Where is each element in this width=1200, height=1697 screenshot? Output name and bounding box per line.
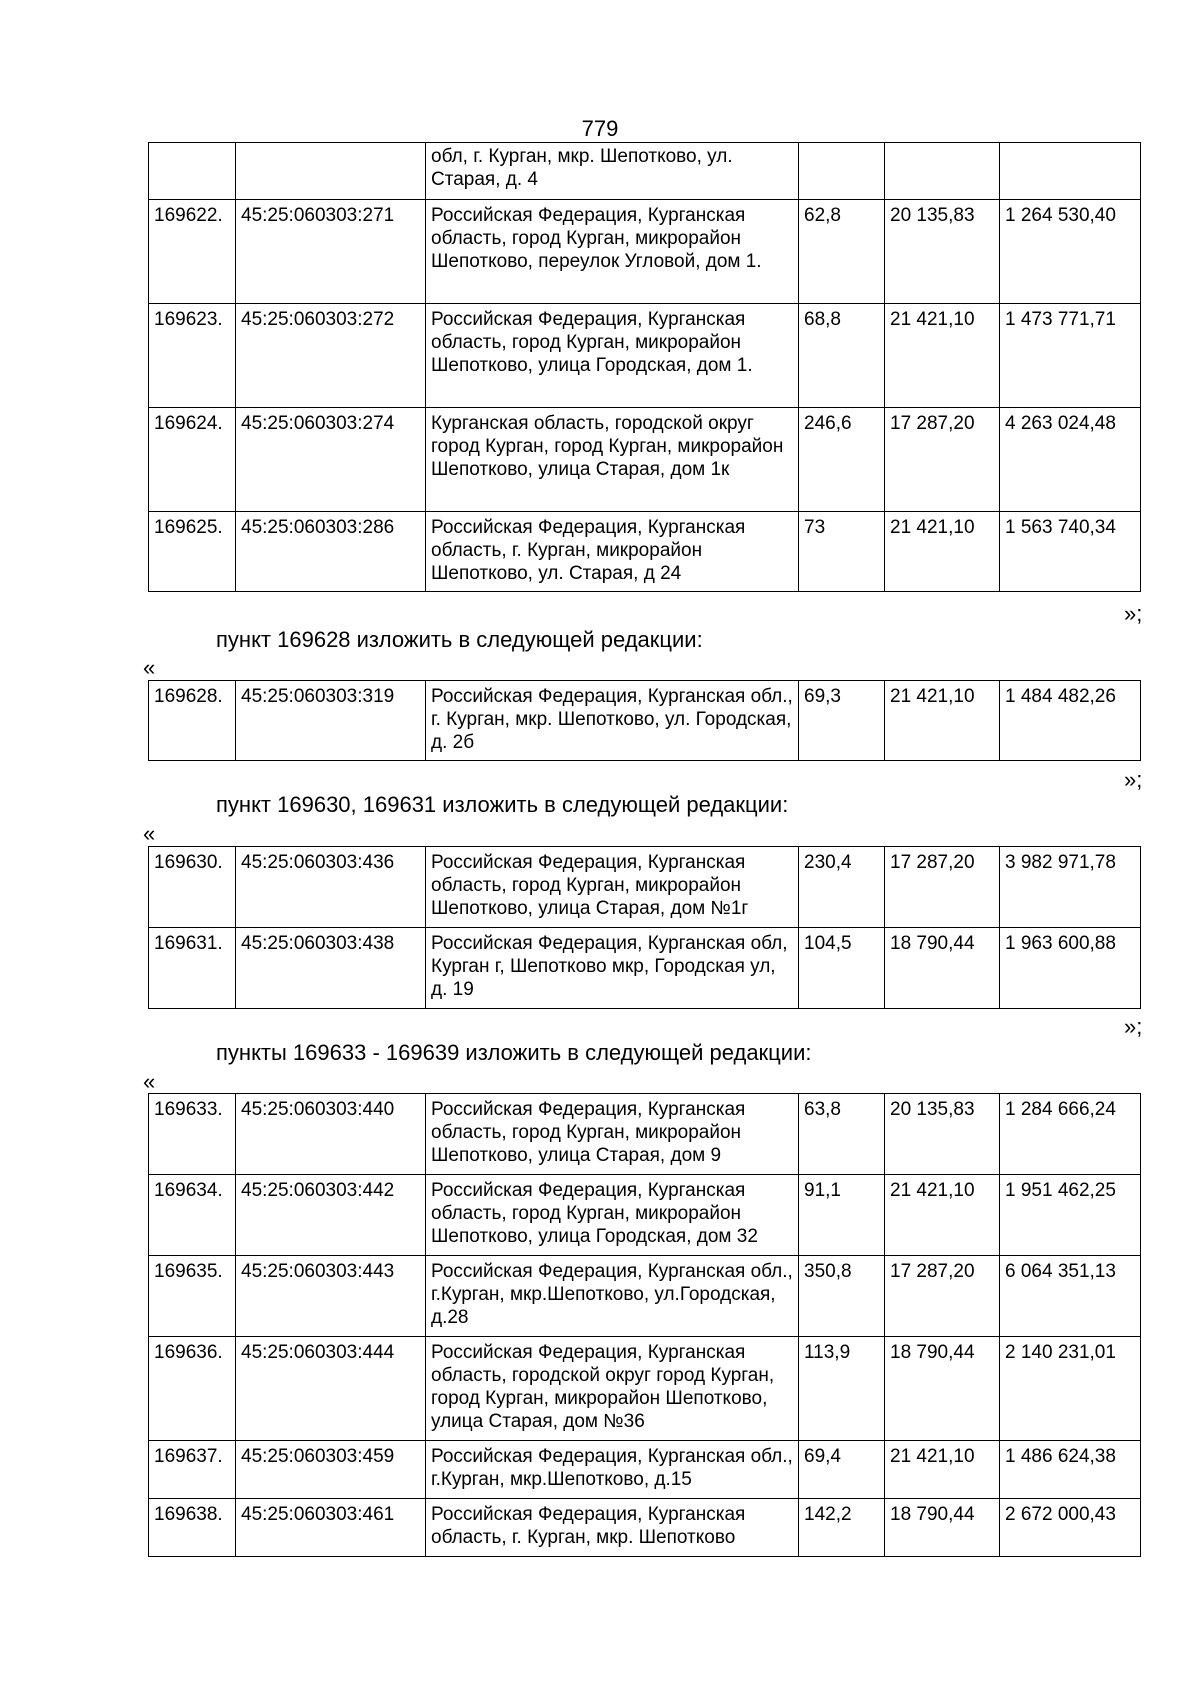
address-cell: Российская Федерация, Курганская область, город Курган, микрорайон Шепотково, улица Старая, дом 9 (426, 1094, 799, 1175)
item-number-cell: 169636. (149, 1337, 236, 1441)
total-value-cell (1000, 143, 1141, 200)
table-row (149, 1499, 1141, 1557)
rate-cell (885, 143, 1000, 200)
item-number-cell: 169628. (149, 681, 236, 761)
total-value-cell: 1 963 600,88 (1000, 928, 1141, 1009)
item-number-cell: 169622. (149, 200, 236, 304)
rate-cell: 21 421,10 (885, 681, 1000, 761)
table-row (149, 200, 1141, 304)
total-value-cell: 2 140 231,01 (1000, 1337, 1141, 1441)
cadastral-number-cell: 45:25:060303:443 (236, 1256, 426, 1337)
table-row (149, 512, 1141, 592)
closing-quote: »; (1124, 1014, 1143, 1039)
cadastral-number-cell: 45:25:060303:461 (236, 1499, 426, 1557)
address-cell: обл, г. Курган, мкр. Шепотково, ул. Старая, д. 4 (426, 143, 799, 200)
table-row (149, 1175, 1141, 1256)
closing-quote: »; (1124, 767, 1143, 792)
rate-cell: 17 287,20 (885, 847, 1000, 928)
area-cell: 142,2 (799, 1499, 885, 1557)
property-table-3 (148, 846, 1141, 1009)
cadastral-number-cell: 45:25:060303:272 (236, 304, 426, 408)
rate-cell: 17 287,20 (885, 408, 1000, 512)
rate-cell: 20 135,83 (885, 1094, 1000, 1175)
rate-cell: 21 421,10 (885, 1441, 1000, 1499)
address-cell: Российская Федерация, Курганская область, город Курган, микрорайон Шепотково, переулок Угловой, дом 1. (426, 200, 799, 304)
total-value-cell: 4 263 024,48 (1000, 408, 1141, 512)
total-value-cell: 3 982 971,78 (1000, 847, 1141, 928)
page-number: 779 (581, 116, 619, 141)
area-cell: 230,4 (799, 847, 885, 928)
instruction-text: пункты 169633 - 169639 изложить в следующей редакции: (216, 1040, 812, 1065)
area-cell: 69,3 (799, 681, 885, 761)
address-cell: Российская Федерация, Курганская область, город Курган, микрорайон Шепотково, улица Старая, дом №1г (426, 847, 799, 928)
item-number-cell: 169638. (149, 1499, 236, 1557)
cadastral-number-cell: 45:25:060303:436 (236, 847, 426, 928)
area-cell: 68,8 (799, 304, 885, 408)
cadastral-number-cell: 45:25:060303:444 (236, 1337, 426, 1441)
table-row (149, 1094, 1141, 1175)
property-table-1 (148, 142, 1141, 592)
cadastral-number-cell: 45:25:060303:271 (236, 200, 426, 304)
table-row (149, 681, 1141, 761)
address-cell: Российская Федерация, Курганская область, город Курган, микрорайон Шепотково, улица Городская, дом 1. (426, 304, 799, 408)
cadastral-number-cell: 45:25:060303:438 (236, 928, 426, 1009)
instruction-text: пункт 169630, 169631 изложить в следующей редакции: (216, 792, 789, 817)
item-number-cell: 169625. (149, 512, 236, 592)
rate-cell: 21 421,10 (885, 512, 1000, 592)
rate-cell: 18 790,44 (885, 928, 1000, 1009)
item-number-cell: 169630. (149, 847, 236, 928)
item-number-cell: 169633. (149, 1094, 236, 1175)
address-cell: Российская Федерация, Курганская область, город Курган, микрорайон Шепотково, улица Городская, дом 32 (426, 1175, 799, 1256)
rate-cell: 21 421,10 (885, 1175, 1000, 1256)
address-cell: Российская Федерация, Курганская область, городской округ город Курган, город Курган, микрорайон Шепотково, улица Старая, дом №36 (426, 1337, 799, 1441)
cadastral-number-cell: 45:25:060303:459 (236, 1441, 426, 1499)
rate-cell: 21 421,10 (885, 304, 1000, 408)
area-cell: 113,9 (799, 1337, 885, 1441)
total-value-cell: 1 264 530,40 (1000, 200, 1141, 304)
item-number-cell: 169635. (149, 1256, 236, 1337)
instruction-text: пункт 169628 изложить в следующей редакции: (216, 627, 703, 652)
area-cell (799, 143, 885, 200)
address-cell: Российская Федерация, Курганская обл., г. Курган, мкр. Шепотково, ул. Городская, д. 2б (426, 681, 799, 761)
total-value-cell: 1 484 482,26 (1000, 681, 1141, 761)
rate-cell: 18 790,44 (885, 1499, 1000, 1557)
total-value-cell: 1 486 624,38 (1000, 1441, 1141, 1499)
area-cell: 350,8 (799, 1256, 885, 1337)
item-number-cell: 169623. (149, 304, 236, 408)
area-cell: 91,1 (799, 1175, 885, 1256)
table-row (149, 847, 1141, 928)
table-row (149, 408, 1141, 512)
address-cell: Российская Федерация, Курганская обл., г.Курган, мкр.Шепотково, д.15 (426, 1441, 799, 1499)
area-cell: 63,8 (799, 1094, 885, 1175)
item-number-cell: 169634. (149, 1175, 236, 1256)
total-value-cell: 1 951 462,25 (1000, 1175, 1141, 1256)
total-value-cell: 2 672 000,43 (1000, 1499, 1141, 1557)
cadastral-number-cell (236, 143, 426, 200)
rate-cell: 17 287,20 (885, 1256, 1000, 1337)
cadastral-number-cell: 45:25:060303:440 (236, 1094, 426, 1175)
cadastral-number-cell: 45:25:060303:442 (236, 1175, 426, 1256)
cadastral-number-cell: 45:25:060303:274 (236, 408, 426, 512)
item-number-cell: 169637. (149, 1441, 236, 1499)
address-cell: Российская Федерация, Курганская обл., г.Курган, мкр.Шепотково, ул.Городская, д.28 (426, 1256, 799, 1337)
opening-quote: « (143, 655, 156, 680)
cadastral-number-cell: 45:25:060303:319 (236, 681, 426, 761)
cadastral-number-cell: 45:25:060303:286 (236, 512, 426, 592)
table-row (149, 1337, 1141, 1441)
property-table-4 (148, 1093, 1141, 1557)
table-row (149, 304, 1141, 408)
item-number-cell: 169624. (149, 408, 236, 512)
total-value-cell: 1 563 740,34 (1000, 512, 1141, 592)
rate-cell: 18 790,44 (885, 1337, 1000, 1441)
total-value-cell: 1 473 771,71 (1000, 304, 1141, 408)
address-cell: Курганская область, городской округ город Курган, город Курган, микрорайон Шепотково, улица Старая, дом 1к (426, 408, 799, 512)
property-table-2 (148, 680, 1141, 761)
table-row (149, 928, 1141, 1009)
area-cell: 69,4 (799, 1441, 885, 1499)
table-row (149, 1256, 1141, 1337)
area-cell: 62,8 (799, 200, 885, 304)
opening-quote: « (143, 821, 156, 846)
table-row (149, 1441, 1141, 1499)
closing-quote: »; (1124, 601, 1143, 626)
opening-quote: « (143, 1069, 156, 1094)
rate-cell: 20 135,83 (885, 200, 1000, 304)
area-cell: 104,5 (799, 928, 885, 1009)
area-cell: 246,6 (799, 408, 885, 512)
address-cell: Российская Федерация, Курганская обл, Курган г, Шепотково мкр, Городская ул, д. 19 (426, 928, 799, 1009)
total-value-cell: 6 064 351,13 (1000, 1256, 1141, 1337)
item-number-cell (149, 143, 236, 200)
area-cell: 73 (799, 512, 885, 592)
table-row (149, 143, 1141, 200)
item-number-cell: 169631. (149, 928, 236, 1009)
address-cell: Российская Федерация, Курганская область, г. Курган, мкр. Шепотково (426, 1499, 799, 1557)
total-value-cell: 1 284 666,24 (1000, 1094, 1141, 1175)
address-cell: Российская Федерация, Курганская область, г. Курган, микрорайон Шепотково, ул. Старая, д 24 (426, 512, 799, 592)
